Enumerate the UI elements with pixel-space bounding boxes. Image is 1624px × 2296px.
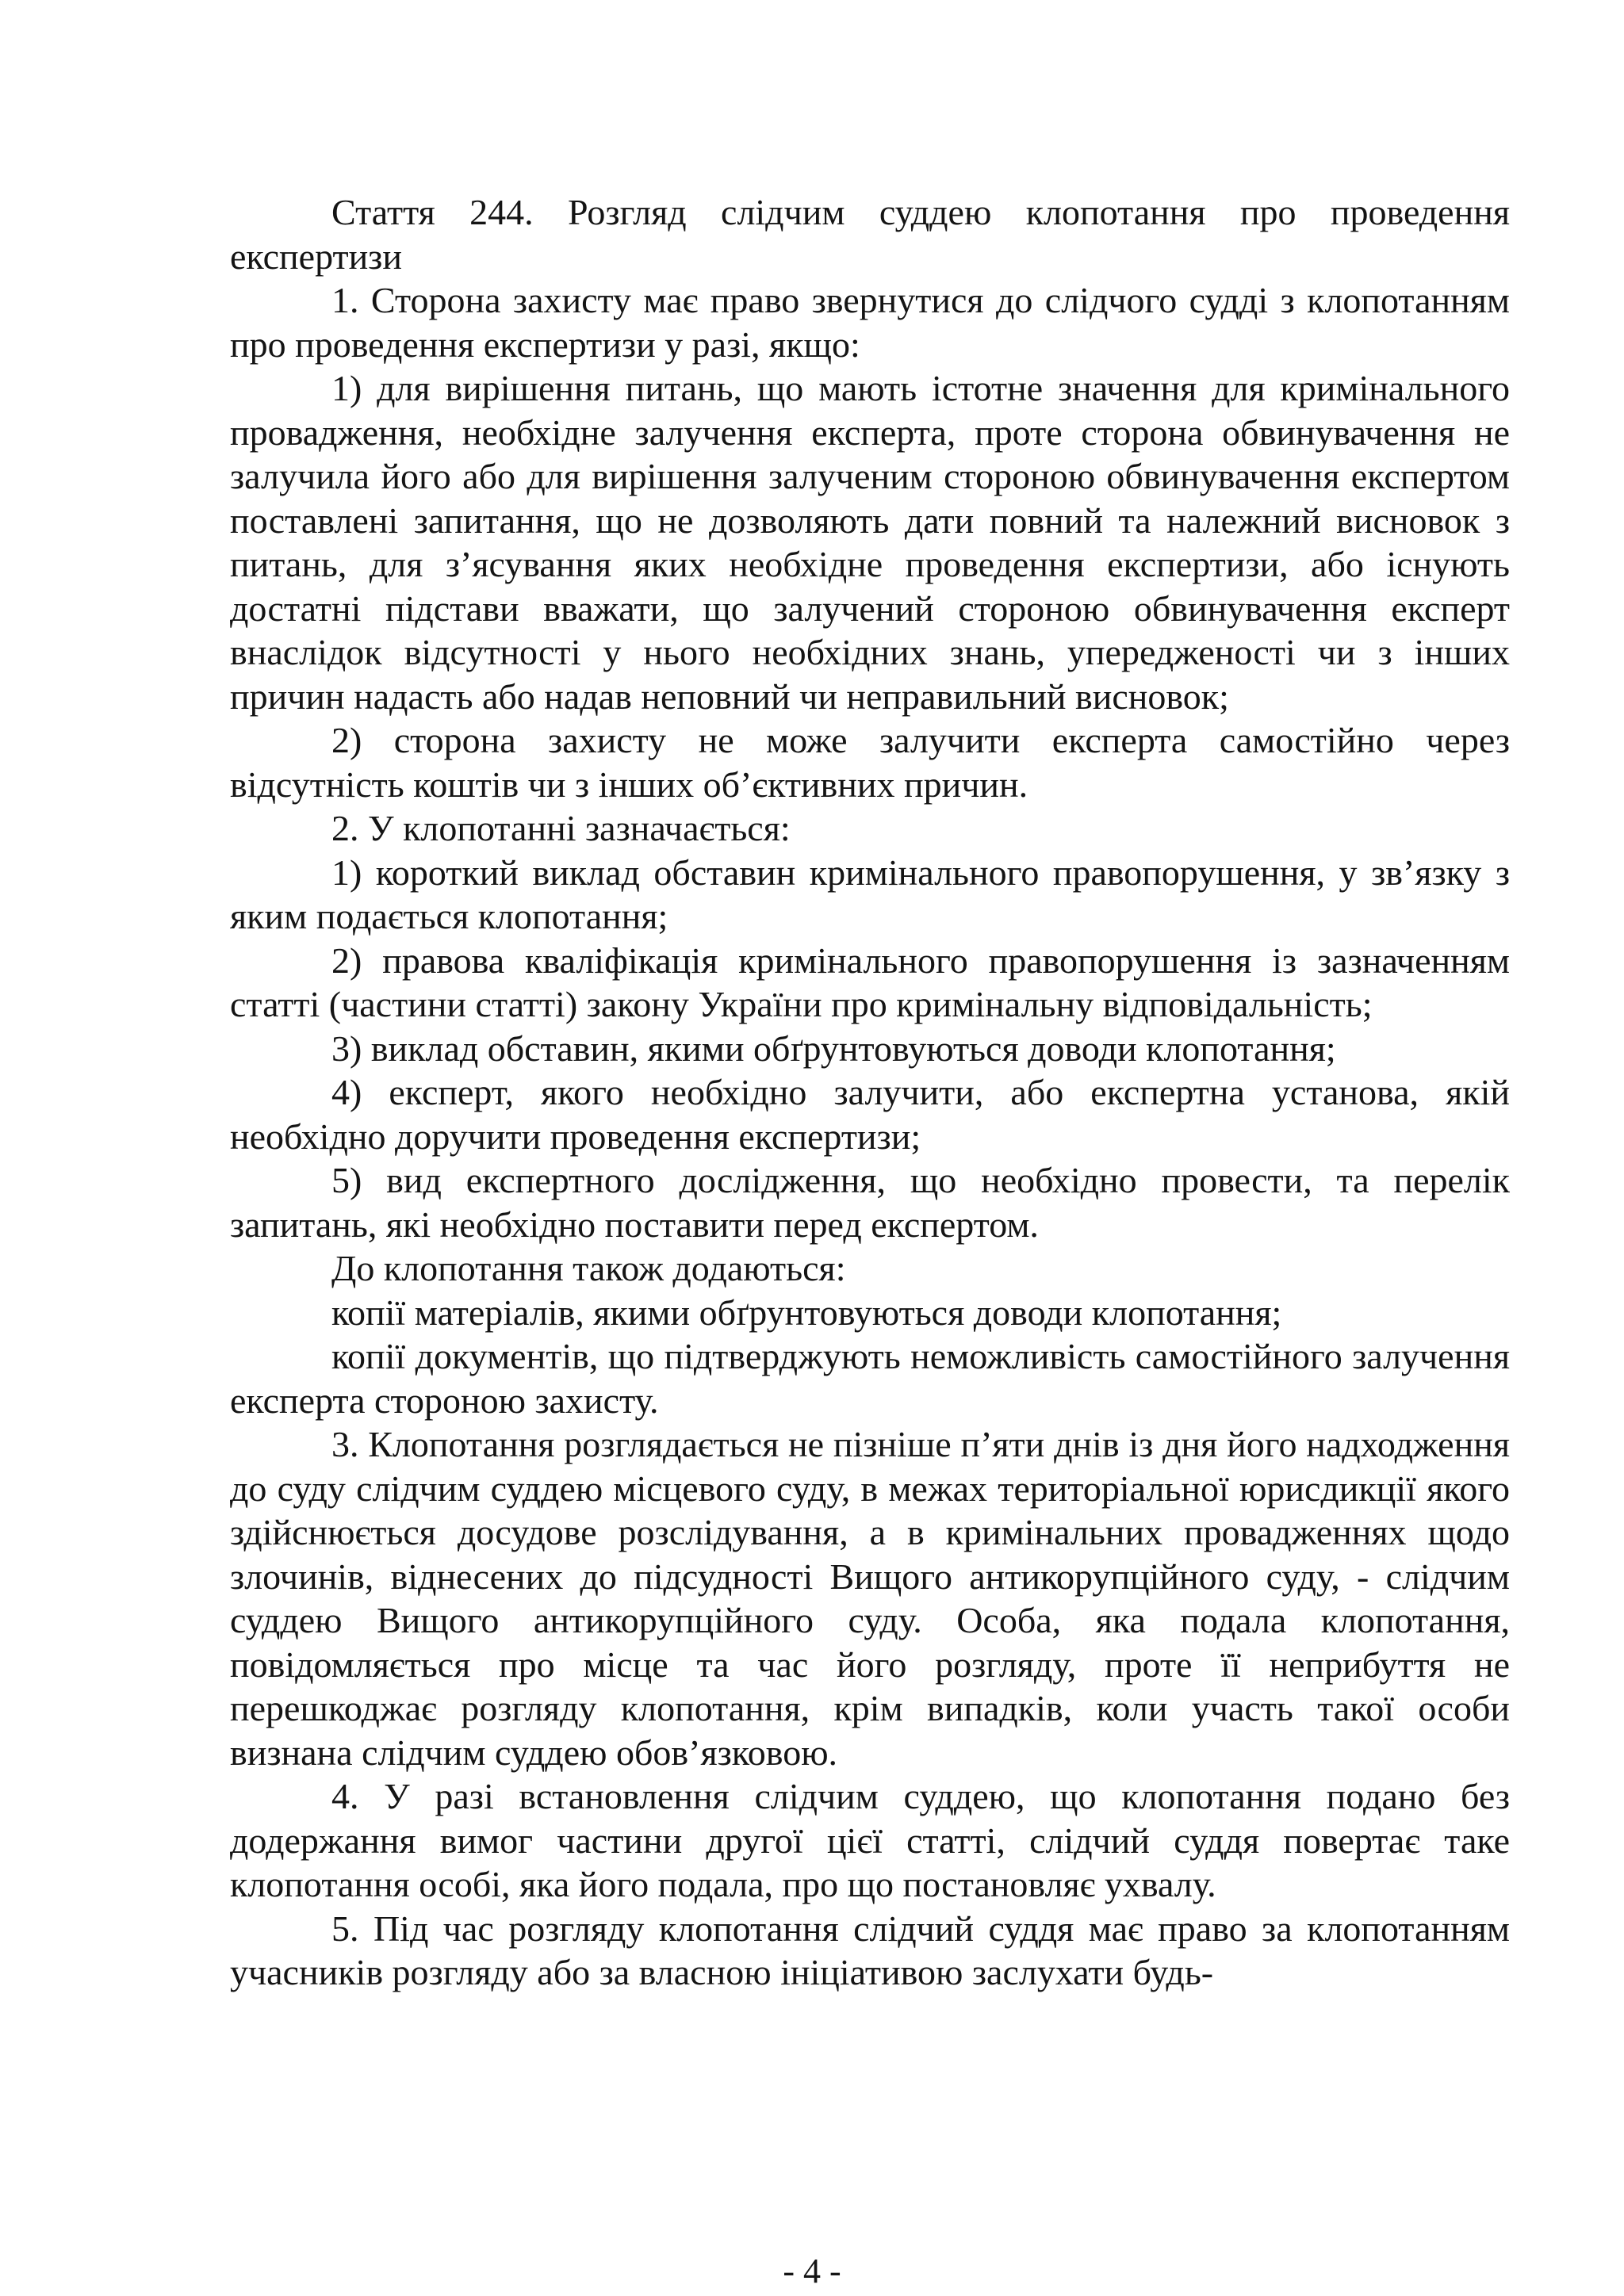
- paragraph: 5) вид експертного дослідження, що необхідно провести, та перелік запитань, які необхідно поставити перед експертом.: [230, 1160, 1510, 1245]
- paragraph: копії матеріалів, якими обґрунтовуються доводи клопотання;: [331, 1292, 1282, 1333]
- paragraph: копії документів, що підтверджують неможливість самостійного залучення експерта стороною захисту.: [230, 1336, 1510, 1421]
- paragraph: 3. Клопотання розглядається не пізніше п’яти днів із дня його надходження до суду слідчим суддею місцевого суду, в межах територіальної юрисдикції якого здійснюється досудове розслідування, а в кримінальних провадженнях щодо злочинів, віднесених до підсудності Вищого антикорупційного суду, - слідчим суддею Вищого антикорупційного суду. Особа, яка подала клопотання, повідомляється про місце та час його розгляду, проте її неприбуття не перешкоджає розгляду клопотання, крім випадків, коли участь такої особи визнана слідчим суддею обов’язковою.: [230, 1424, 1510, 1773]
- paragraph: 1. Сторона захисту має право звернутися до слідчого судді з клопотанням про проведення експертизи у разі, якщо:: [230, 280, 1510, 365]
- paragraph: 4) експерт, якого необхідно залучити, або експертна установа, якій необхідно доручити проведення експертизи;: [230, 1072, 1510, 1157]
- paragraph: 1) для вирішення питань, що мають істотне значення для кримінального провадження, необхідне залучення експерта, проте сторона обвинувачення не залучила його або для вирішення залученим стороною обвинувачення експертом поставлені запитання, що не дозволяють дати повний та належний висновок з питань, для з’ясування яких необхідне проведення експертизи, або існують достатні підстави вважати, що залучений стороною обвинувачення експерт внаслідок відсутності у нього необхідних знань, упередженості чи з інших причин надасть або надав неповний чи неправильний висновок;: [230, 368, 1510, 717]
- paragraph: 4. У разі встановлення слідчим суддею, що клопотання подано без додержання вимог частини другої цієї статті, слідчий суддя повертає таке клопотання особі, яка його подала, про що постановляє ухвалу.: [230, 1776, 1510, 1904]
- page-number: - 4 -: [783, 2252, 841, 2290]
- article-heading: Стаття 244. Розгляд слідчим суддею клопотання про проведення експертизи: [230, 192, 1510, 277]
- paragraph: 5. Під час розгляду клопотання слідчий суддя має право за клопотанням учасників розгляду або за власною ініціативою заслухати будь-: [230, 1908, 1510, 1992]
- paragraph: 2) сторона захисту не може залучити експерта самостійно через відсутність коштів чи з інших об’єктивних причин.: [230, 720, 1510, 805]
- paragraph: До клопотання також додаються:: [331, 1248, 846, 1288]
- document-body: [230, 190, 1510, 1995]
- paragraph: 1) короткий виклад обставин кримінального правопорушення, у зв’язку з яким подається клопотання;: [230, 851, 1510, 936]
- paragraph: 2) правова кваліфікація кримінального правопорушення із зазначенням статті (частини статті) закону України про кримінальну відповідальність;: [230, 939, 1510, 1024]
- paragraph: 2. У клопотанні зазначається:: [331, 808, 791, 848]
- paragraph: 3) виклад обставин, якими обґрунтовуються доводи клопотання;: [331, 1027, 1336, 1069]
